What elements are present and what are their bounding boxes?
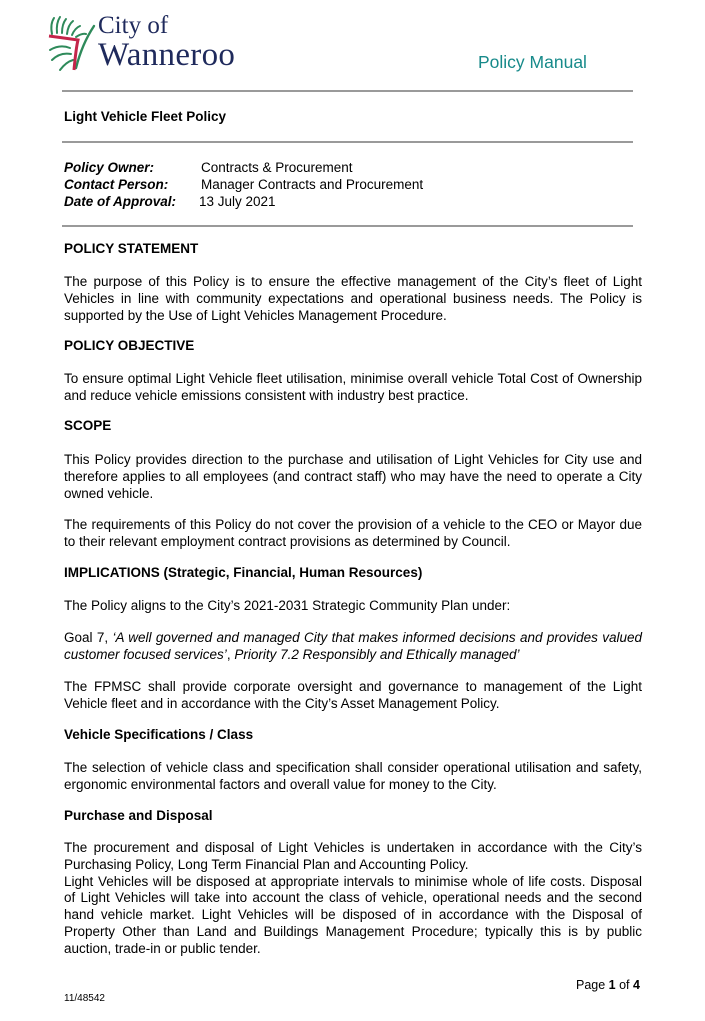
goal-quote: ‘A well governed and managed City that makes informed decisions and provides valued customer focused services’ — [64, 630, 643, 662]
meta-contact-person — [64, 176, 423, 193]
paragraph: Light Vehicles will be disposed at appropriate intervals to minimise whole of life costs. Disposal of Light Vehicles will take into account the class of vehicle, operational needs and the second hand vehicle market. Light Vehicles will be disposed of in accordance with the Disposal of Property Other than Land and Buildings Management Procedure; typically this is by public auction, trade-in or public tender. — [64, 873, 642, 956]
paragraph — [64, 630, 642, 664]
document-title: Light Vehicle Fleet Policy — [64, 109, 227, 124]
page-current: 1 — [608, 978, 616, 992]
goal-comma: , — [226, 646, 235, 662]
paragraph: The procurement and disposal of Light Vehicles is undertaken in accordance with the City’s Purchasing Policy, Long Term Financial Plan and Accounting Policy. — [64, 840, 642, 872]
paragraph: The Policy aligns to the City’s 2021-2031 Strategic Community Plan under: — [64, 598, 511, 613]
section-heading: POLICY OBJECTIVE — [64, 338, 195, 353]
paragraph: The FPMSC shall provide corporate oversight and governance to management of the Light Vehicle fleet and in accordance with the City’s Asset Management Policy. — [64, 679, 642, 711]
implications-body-1 — [64, 598, 642, 615]
meta-label: Contact Person: — [64, 177, 169, 192]
page-prefix: Page — [576, 978, 609, 992]
section-heading: SCOPE — [64, 418, 112, 433]
section-policy-statement — [64, 241, 642, 258]
implications-goal — [64, 630, 642, 664]
meta-date-of-approval — [64, 193, 423, 210]
section-purchase-disposal — [64, 808, 642, 825]
specifications-body — [64, 760, 642, 794]
title-divider — [62, 141, 633, 143]
page-total: 4 — [633, 978, 640, 992]
scope-body-2 — [64, 517, 642, 551]
implications-body-3 — [64, 679, 642, 713]
purchase-body — [64, 840, 642, 958]
page-number — [576, 978, 640, 992]
meta-value: Manager Contracts and Procurement — [201, 177, 424, 192]
policy-statement-body — [64, 274, 642, 324]
meta-label: Date of Approval: — [64, 194, 177, 209]
policy-objective-body — [64, 371, 642, 405]
section-policy-objective — [64, 338, 642, 355]
section-vehicle-specifications — [64, 727, 642, 744]
paragraph: To ensure optimal Light Vehicle fleet utilisation, minimise overall vehicle Total Cost of Ownership and reduce vehicle emissions consistent with industry best practice. — [64, 371, 642, 403]
section-heading: Purchase and Disposal — [64, 808, 213, 823]
section-implications — [64, 565, 642, 582]
policy-meta — [64, 159, 423, 210]
meta-value: Contracts & Procurement — [201, 160, 353, 175]
section-heading: POLICY STATEMENT — [64, 241, 199, 256]
meta-label: Policy Owner: — [64, 160, 155, 175]
section-heading: Vehicle Specifications / Class — [64, 727, 254, 742]
meta-policy-owner — [64, 159, 423, 176]
page-of: of — [615, 978, 633, 992]
city-of-wanneroo-logo — [46, 12, 246, 72]
section-heading: IMPLICATIONS (Strategic, Financial, Human Resources) — [64, 565, 423, 580]
paragraph: The selection of vehicle class and specification shall consider operational utilisation and safety, ergonomic environmental factors and overall value for money to the City. — [64, 760, 642, 792]
document-reference: 11/48542 — [64, 993, 105, 1004]
section-scope — [64, 418, 642, 435]
logo-wanneroo: Wanneroo — [98, 37, 236, 73]
header-divider — [62, 90, 633, 92]
kangaroo-paw-icon — [46, 14, 98, 72]
scope-body-1 — [64, 452, 642, 502]
policy-manual-label: Policy Manual — [478, 52, 587, 72]
logo-city-of: City of — [98, 12, 169, 39]
meta-value: 13 July 2021 — [199, 194, 276, 209]
goal-prefix: Goal 7, — [64, 630, 113, 645]
paragraph: The requirements of this Policy do not cover the provision of a vehicle to the CEO or Mayor due to their relevant employment contract provisions as determined by Council. — [64, 517, 642, 549]
goal-priority: Priority 7.2 Responsibly and Ethically managed’ — [234, 646, 520, 662]
paragraph: The purpose of this Policy is to ensure the effective management of the City’s fleet of Light Vehicles in line with community expectations and operational business needs. The Policy is supported by the Use of Light Vehicles Management Procedure. — [64, 274, 642, 323]
meta-divider — [62, 225, 633, 227]
paragraph: This Policy provides direction to the purchase and utilisation of Light Vehicles for City use and therefore applies to all employees (and contract staff) who may have the need to operate a City owned vehicle. — [64, 452, 642, 501]
